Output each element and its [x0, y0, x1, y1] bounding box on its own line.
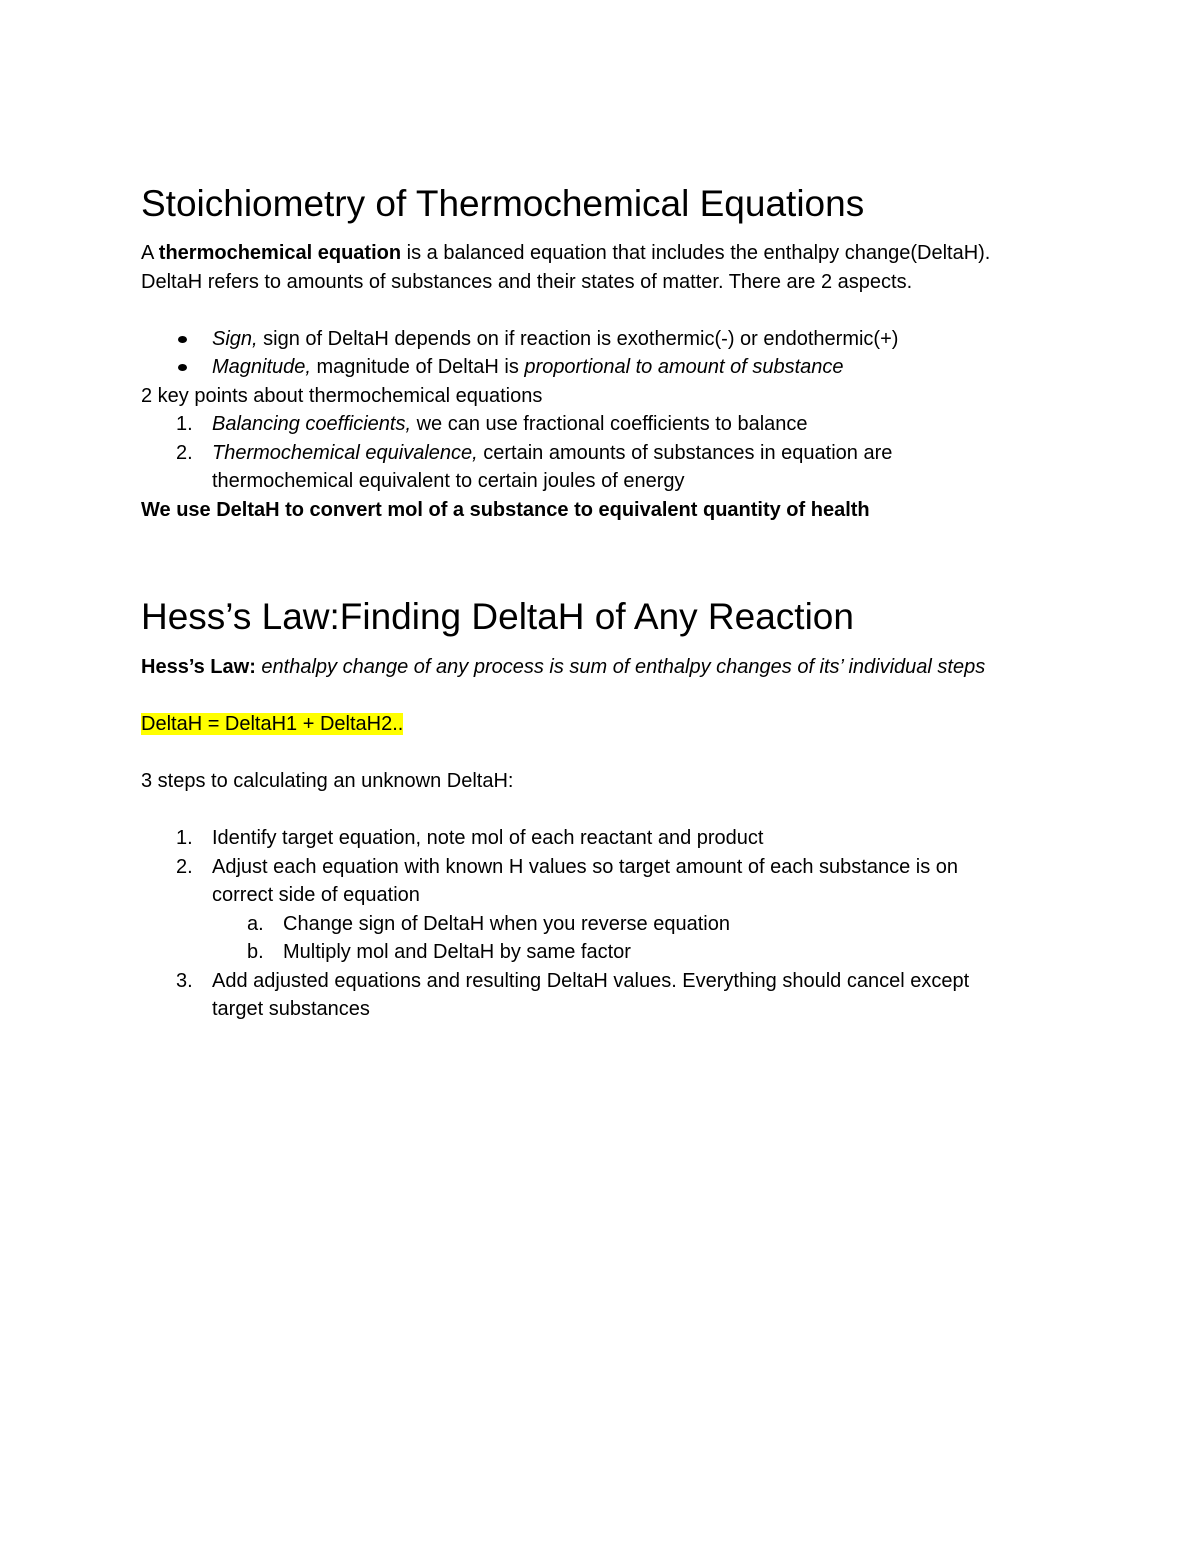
key-point-text: certain amounts of substances in equation are [477, 441, 893, 464]
list-item [141, 967, 1100, 1024]
key-point-term: Thermochemical equivalence, [212, 441, 478, 464]
bullet-icon [178, 364, 187, 371]
list-item [141, 353, 1100, 382]
key-point-term: Balancing coefficients, [212, 413, 412, 435]
list-number: 2. [176, 441, 193, 464]
spacer [141, 739, 1100, 768]
bullet-icon [178, 336, 187, 343]
intro-article: A [141, 242, 159, 264]
section-title-hess-law: Hess’s Law:Finding DeltaH of Any Reaction [141, 596, 854, 637]
sub-step-text: Change sign of DeltaH when you reverse equation [283, 912, 730, 935]
list-item [141, 439, 1100, 496]
step-text: Adjust each equation with known H values so target amount of each substance is on [212, 855, 959, 878]
list-item [141, 325, 1100, 354]
sub-steps-list [141, 910, 1100, 967]
list-item [141, 853, 1100, 910]
intro-paragraph-line2: DeltaH refers to amounts of substances and their states of matter. There are 2 aspects. [141, 270, 913, 293]
spacer [141, 682, 1100, 711]
step-text-continued: target substances [212, 998, 370, 1020]
formula-line [141, 710, 1100, 739]
aspects-list [141, 325, 1100, 382]
intro-paragraph-line1 [141, 239, 1100, 268]
sub-step-text: Multiply mol and DeltaH by same factor [283, 941, 631, 963]
key-point-text-continued: thermochemical equivalent to certain joules of energy [212, 470, 685, 492]
list-item [141, 410, 1100, 439]
key-point-text: we can use fractional coefficients to balance [411, 413, 808, 435]
list-number: 1. [176, 827, 193, 849]
intro-rest: is a balanced equation that includes the enthalpy change(DeltaH). [401, 242, 991, 264]
key-points-heading: 2 key points about thermochemical equations [141, 384, 543, 407]
aspect-term: Magnitude, [212, 356, 311, 378]
key-points-list [141, 410, 1100, 496]
steps-heading: 3 steps to calculating an unknown DeltaH: [141, 770, 514, 792]
list-item [141, 938, 1100, 967]
spacer [141, 796, 1100, 825]
step-text: Add adjusted equations and resulting DeltaH values. Everything should cancel except [212, 969, 970, 992]
section-title-stoichiometry: Stoichiometry of Thermochemical Equations [141, 183, 865, 224]
steps-list [141, 824, 1100, 910]
hess-law-text: enthalpy change of any process is sum of enthalpy changes of its’ individual steps [255, 656, 986, 678]
aspect-text: sign of DeltaH depends on if reaction is exothermic(-) or endothermic(+) [257, 327, 899, 350]
hess-law-label: Hess’s Law: [141, 656, 256, 678]
list-item [141, 824, 1100, 853]
step-text: Identify target equation, note mol of each reactant and product [212, 827, 764, 849]
list-letter: a. [247, 912, 264, 935]
list-letter: b. [247, 941, 264, 963]
step-text-continued: correct side of equation [212, 884, 420, 906]
steps-list-continued [141, 967, 1100, 1024]
aspect-italic-tail: proportional to amount of substance [524, 356, 844, 378]
aspect-term: Sign, [212, 327, 258, 350]
hess-law-definition [141, 653, 1100, 682]
list-item [141, 910, 1100, 939]
bold-statement: We use DeltaH to convert mol of a substance to equivalent quantity of health [141, 498, 870, 521]
list-number: 1. [176, 413, 193, 435]
spacer [141, 296, 1100, 325]
aspect-text: magnitude of DeltaH is [310, 356, 525, 378]
intro-term: thermochemical equation [158, 242, 402, 264]
highlighted-formula: DeltaH = DeltaH1 + DeltaH2.. [141, 713, 404, 735]
list-number: 3. [176, 969, 193, 992]
list-number: 2. [176, 855, 193, 878]
